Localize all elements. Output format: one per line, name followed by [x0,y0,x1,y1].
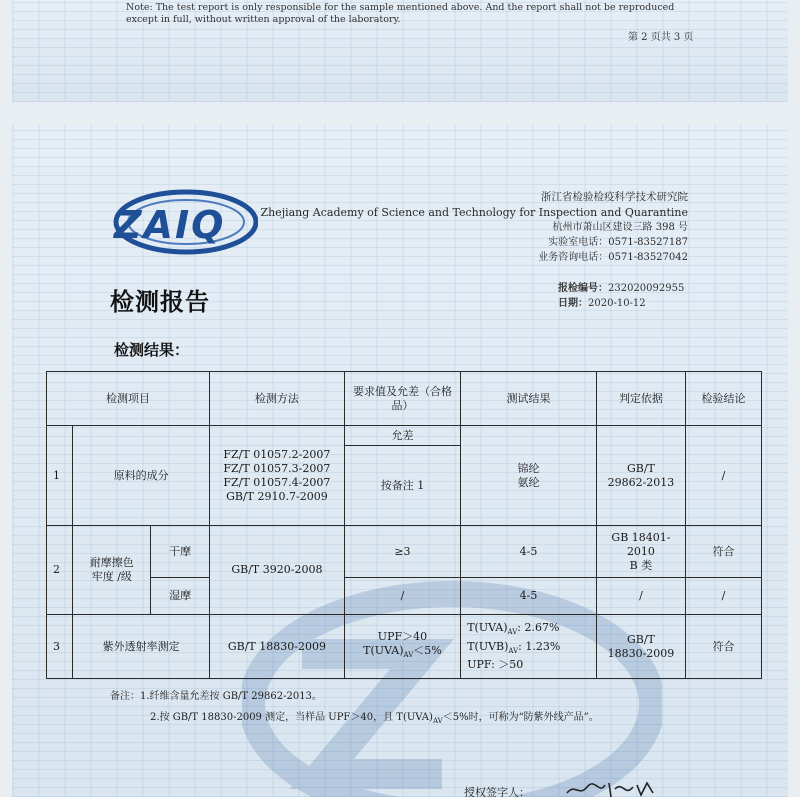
institute-address: 杭州市萧山区建设三路 398 号 [552,222,688,233]
remark-2: 2.按 GB/T 18830-2009 测定，当样品 UPF＞40，且 $T(UVA)_{AV}<5\%$时，可称为“防紫外线产品”。 [150,712,599,725]
report-page-sheet [12,124,788,797]
zaiq-logo-icon [108,186,258,256]
header-item: 检测项目 [47,372,210,426]
lab-phone: 实验室电话：0571-83527187 [548,237,688,248]
table-row: 湿摩 / 4-5 / / [47,578,762,615]
consult-phone: 业务咨询电话：0571-83527042 [538,252,688,263]
table-row: 3 紫外透射率测定 GB/T 18830-2009 UPF＞40 $T(UVA)_{AV}<5\%$ $T(UVA)_{AV}$: 2.67% $T(UVB)_{AV}$: 1.23% UPF: ＞50 GB/T 18830-2009 符合 [47,615,762,679]
report-number: 报检编号：232020092955 [558,283,685,294]
previous-page-sheet [12,0,788,102]
header-conclusion: 检验结论 [686,372,762,426]
row1-methods: FZ/T 01057.2-2007 FZ/T 01057.3-2007 FZ/T 01057.4-2007 GB/T 2910.7-2009 [210,426,345,526]
results-heading: 检测结果： [114,341,190,359]
table-header-row [47,372,762,426]
header-basis: 判定依据 [596,372,685,426]
institute-en: Zhejiang Academy of Science and Technology for Inspection and Quarantine [260,206,688,219]
disclaimer-note: Note: The test report is only responsible for the sample mentioned above. And the report shall not be reproduced except in full, without written approval of the laboratory. [126,2,675,25]
report-date: 日期：2020-10-12 [558,298,646,309]
handwritten-signature-icon [565,779,665,797]
header-requirement: 要求值及允差（合格品） [344,372,460,426]
signature-label: 授权签字人： [464,786,530,797]
table-row: 按备注 1 [47,446,762,526]
header-result: 测试结果 [461,372,597,426]
table-row: 2 耐摩擦色 牢度 /级 干摩 GB/T 3920-2008 ≥3 4-5 GB 18401- 2010 B 类 符合 [47,526,762,578]
row1-results: 锦纶 氨纶 [461,426,597,526]
logo-text: ZAIQ [114,203,226,247]
page-number: 第 2 页共 3 页 [628,32,694,43]
page-title: 检测报告 [110,288,210,316]
header-method: 检测方法 [210,372,345,426]
institute-cn: 浙江省检验检疫科学技术研究院 [541,191,688,203]
table-row: 1 原料的成分 FZ/T 01057.2-2007 FZ/T 01057.3-2007 FZ/T 01057.4-2007 GB/T 2910.7-2009 允差 锦纶 氨纶 GB/T 29862-2013 / [47,426,762,446]
results-table [46,371,762,679]
remark-1: 备注：1.纤维含量允差按 GB/T 29862-2013。 [110,691,322,702]
